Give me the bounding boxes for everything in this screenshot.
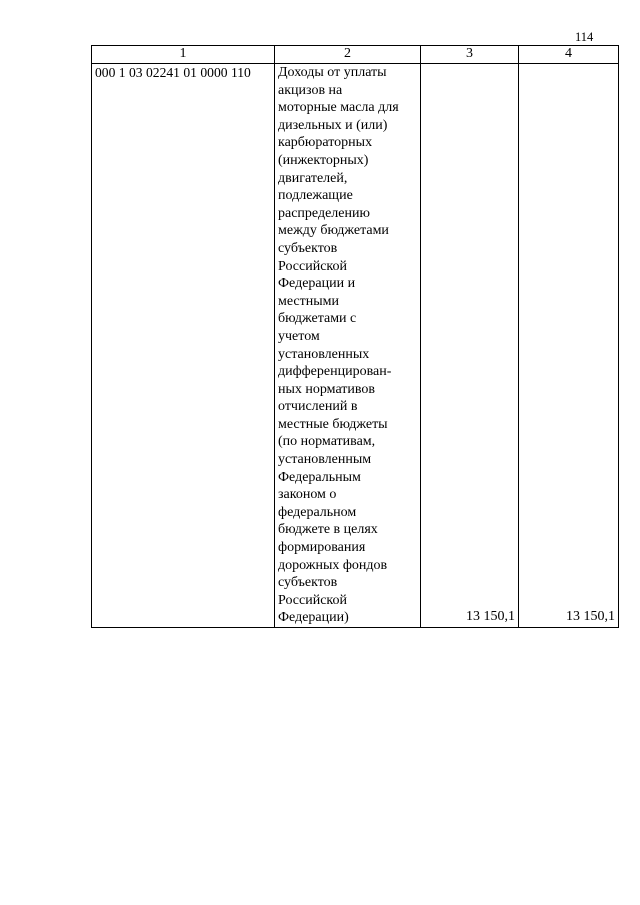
description-line: местными xyxy=(278,293,340,309)
amount-col-4: 13 150,1 xyxy=(519,64,619,628)
amount-col-3: 13 150,1 xyxy=(421,64,519,628)
description-line: ных нормативов xyxy=(278,381,376,397)
description-line: субъектов xyxy=(278,240,338,256)
description-line: Российской xyxy=(278,258,347,274)
header-row xyxy=(92,46,619,64)
description-line: акцизов на xyxy=(278,82,343,98)
description-line: установленным xyxy=(278,452,372,468)
description-line: двигателей, xyxy=(278,170,348,186)
header-col-4: 4 xyxy=(519,46,619,64)
description-line: Федерации и xyxy=(278,276,356,292)
description-line: между бюджетами xyxy=(278,223,389,239)
description-cell xyxy=(275,64,421,628)
description-line: формирования xyxy=(278,540,366,556)
budget-table xyxy=(91,45,619,628)
table-body xyxy=(92,64,619,628)
description-line: дифференцирован- xyxy=(278,364,392,380)
description-line: субъектов xyxy=(278,575,338,591)
header-col-3: 3 xyxy=(421,46,519,64)
description-line: подлежащие xyxy=(278,188,353,204)
description-line: бюджетами с xyxy=(278,311,357,327)
description-line: местные бюджеты xyxy=(278,416,388,432)
page-number: 114 xyxy=(575,30,594,44)
budget-code-cell: 000 1 03 02241 01 0000 110 xyxy=(92,64,275,628)
description-line: Федерации) xyxy=(278,610,349,626)
description-line: карбюраторных xyxy=(278,135,373,151)
description-line: бюджете в целях xyxy=(278,522,378,538)
description-line: законом о xyxy=(278,487,337,503)
description-line: распределению xyxy=(278,205,370,221)
table-row xyxy=(92,64,619,628)
description-line: Российской xyxy=(278,592,347,608)
description-line: (по нормативам, xyxy=(278,434,376,450)
header-col-1: 1 xyxy=(92,46,275,64)
description-line: отчислений в xyxy=(278,399,358,415)
description-line: федеральном xyxy=(278,504,357,520)
table-header xyxy=(92,46,619,64)
description-line: дорожных фондов xyxy=(278,557,388,573)
description-line: дизельных и (или) xyxy=(278,117,388,133)
description-line: (инжекторных) xyxy=(278,152,369,168)
description-line: Доходы от уплаты xyxy=(278,65,387,80)
description-line: установленных xyxy=(278,346,370,362)
description-line: моторные масла для xyxy=(278,100,399,116)
description-line: Федеральным xyxy=(278,469,361,485)
description-line: учетом xyxy=(278,328,320,344)
header-col-2: 2 xyxy=(275,46,421,64)
